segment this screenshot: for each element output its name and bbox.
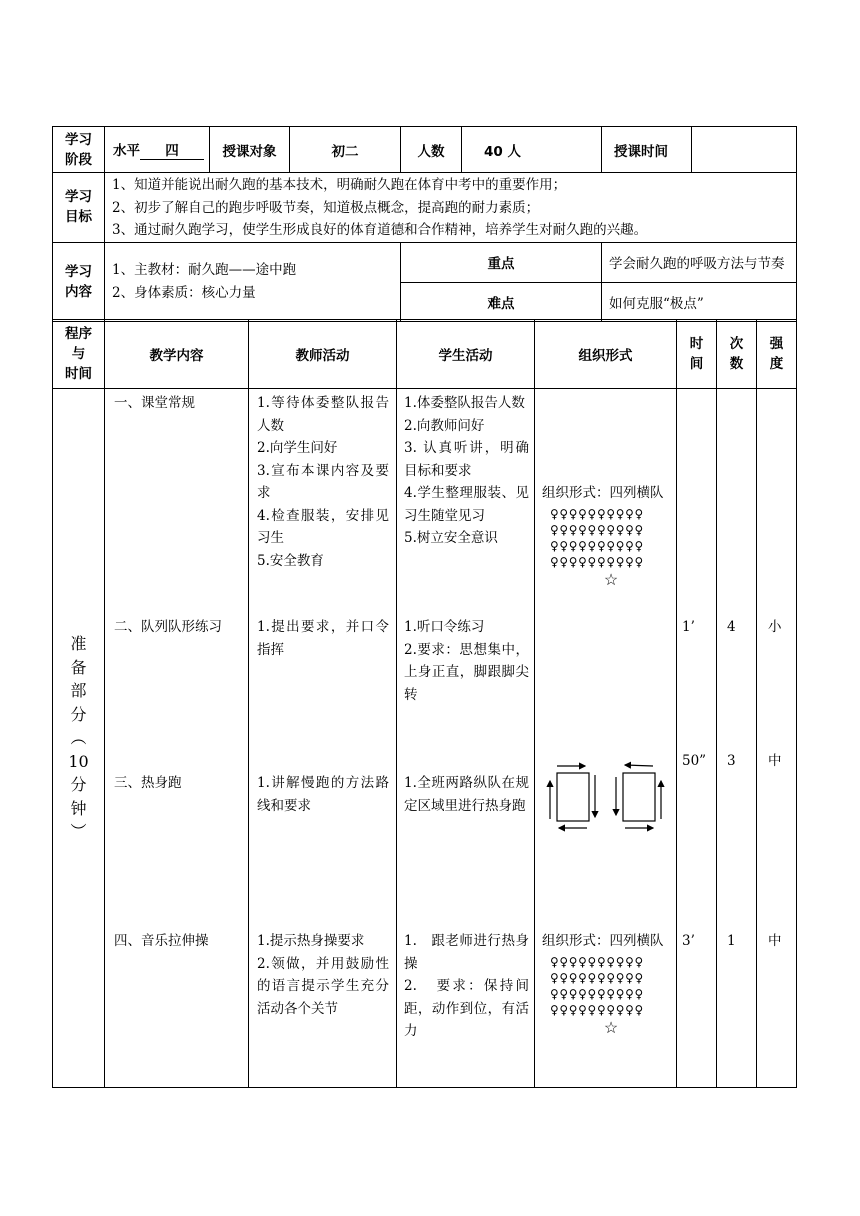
time-value: 1’ xyxy=(682,619,695,635)
time-value xyxy=(692,127,797,173)
student-item: 2. 要求：保持间距，动作到位，有活力 xyxy=(404,978,529,1039)
time-value: 50” xyxy=(682,753,707,769)
section-name: 准 备 部 分 ︵ 10 分 钟 ︶ xyxy=(68,634,89,842)
stage-label: 学习 阶段 xyxy=(53,127,105,173)
organization-column xyxy=(535,389,677,1088)
times-value: 4 xyxy=(727,619,736,635)
student-item: 1. 跟老师进行热身操 xyxy=(404,933,529,972)
formation-row: ♀♀♀♀♀♀♀♀♀♀ xyxy=(550,538,644,553)
formation-row: ♀♀♀♀♀♀♀♀♀♀ xyxy=(550,522,644,537)
goal-item: 1、知道并能说出耐久跑的基本技术，明确耐久跑在体育中考中的重要作用； xyxy=(112,177,567,193)
row-content: 四、音乐拉伸操 xyxy=(114,933,209,949)
formation-block xyxy=(542,482,672,590)
level-value: 四 xyxy=(140,139,204,160)
teacher-column xyxy=(249,389,397,1088)
student-block xyxy=(404,930,529,1043)
student-item: 2.要求：思想集中，上身正直，脚跟脚尖转 xyxy=(404,641,529,703)
row-content: 三、热身跑 xyxy=(114,775,182,791)
student-block xyxy=(404,772,529,817)
teacher-item: 4.检查服装，安排见习生 xyxy=(257,507,389,546)
student-item: 2.向教师问好 xyxy=(404,417,485,434)
goal-item: 2、初步了解自己的跑步呼吸节奏，知道极点概念，提高跑的耐力素质； xyxy=(112,199,540,216)
content-column xyxy=(105,389,249,1088)
content-cell xyxy=(105,242,401,321)
teacher-item: 1.提出要求，并口令指挥 xyxy=(257,619,389,658)
time-column xyxy=(677,389,717,1088)
key-value: 学会耐久跑的呼吸方法与节奏 xyxy=(602,242,797,282)
teacher-item: 2.向学生问好 xyxy=(257,440,338,456)
student-item: 1.全班两路纵队在规定区域里进行热身跑 xyxy=(404,775,529,814)
col-procedure: 程序 与 时间 xyxy=(53,320,105,389)
intensity-value: 中 xyxy=(768,753,782,769)
col-intensity: 强 度 xyxy=(757,320,797,389)
level-prefix: 水平 xyxy=(113,143,140,159)
content-item: 1、主教材：耐久跑——途中跑 xyxy=(112,262,297,278)
student-item: 1.体委整队报告人数 xyxy=(404,395,525,411)
running-route-diagram xyxy=(545,761,665,837)
intensity-value: 中 xyxy=(768,933,782,949)
difficulty-value: 如何克服“极点” xyxy=(602,282,797,321)
student-item: 5.树立安全意识 xyxy=(404,530,498,546)
formation-row: ♀♀♀♀♀♀♀♀♀♀ xyxy=(550,554,644,569)
teacher-item: 1.等待体委整队报告人数 xyxy=(257,395,389,434)
formation-row: ♀♀♀♀♀♀♀♀♀♀ xyxy=(550,954,644,969)
teacher-block xyxy=(257,930,389,1020)
section-cell xyxy=(53,389,105,1088)
times-column xyxy=(717,389,757,1088)
procedure-table xyxy=(52,319,797,1088)
route-rect-right xyxy=(623,773,655,821)
teacher-item: 5.安全教育 xyxy=(257,552,324,569)
teacher-item: 1.讲解慢跑的方法路线和要求 xyxy=(257,775,389,814)
teacher-star-icon: ☆ xyxy=(603,569,619,589)
col-teacher: 教师活动 xyxy=(249,320,397,389)
col-organization: 组织形式 xyxy=(535,320,677,389)
student-item: 3. 认真听讲，明确目标和要求 xyxy=(404,440,529,479)
teacher-block xyxy=(257,772,389,817)
student-item: 1.听口令练习 xyxy=(404,619,485,635)
teacher-block xyxy=(257,616,389,661)
goals-label: 学习 目标 xyxy=(53,173,105,243)
teacher-star-icon: ☆ xyxy=(603,1017,619,1037)
teacher-item: 1.提示热身操要求 xyxy=(257,933,365,949)
formation-row: ♀♀♀♀♀♀♀♀♀♀ xyxy=(550,1002,644,1017)
lesson-info-table xyxy=(52,126,797,322)
col-time: 时 间 xyxy=(677,320,717,389)
times-value: 3 xyxy=(727,753,736,769)
student-block xyxy=(404,616,529,706)
row-content: 二、队列队形练习 xyxy=(114,619,222,635)
row-content: 一、课堂常规 xyxy=(114,395,195,411)
student-item: 4.学生整理服装、见习生随堂见习 xyxy=(404,485,529,524)
formation-row: ♀♀♀♀♀♀♀♀♀♀ xyxy=(550,970,644,985)
intensity-column xyxy=(757,389,797,1088)
goals-cell xyxy=(105,173,797,243)
count-value: 40 人 xyxy=(462,127,602,173)
difficulty-label: 难点 xyxy=(401,282,602,321)
intensity-value: 小 xyxy=(768,619,782,635)
formation-row: ♀♀♀♀♀♀♀♀♀♀ xyxy=(550,506,644,521)
time-label: 授课时间 xyxy=(602,127,692,173)
teacher-block xyxy=(257,392,389,572)
times-value: 1 xyxy=(727,933,736,949)
col-student: 学生活动 xyxy=(397,320,535,389)
formation-title: 组织形式：四列横队 xyxy=(542,933,664,949)
route-rect-left xyxy=(557,773,589,821)
arrow-icon xyxy=(625,765,653,766)
student-column xyxy=(397,389,535,1088)
time-value: 3’ xyxy=(682,933,695,949)
level-cell xyxy=(105,127,210,173)
col-teaching-content: 教学内容 xyxy=(105,320,249,389)
audience-label: 授课对象 xyxy=(210,127,290,173)
teacher-item: 3.宣布本课内容及要求 xyxy=(257,462,389,501)
col-times: 次 数 xyxy=(717,320,757,389)
formation-row: ♀♀♀♀♀♀♀♀♀♀ xyxy=(550,986,644,1001)
content-label: 学习 内容 xyxy=(53,242,105,321)
key-label: 重点 xyxy=(401,242,602,282)
goal-item: 3、通过耐久跑学习，使学生形成良好的体育道德和合作精神，培养学生对耐久跑的兴趣。 xyxy=(112,222,648,238)
teacher-item: 2.领做，并用鼓励性的语言提示学生充分活动各个关节 xyxy=(257,955,389,1017)
count-label: 人数 xyxy=(401,127,462,173)
student-block xyxy=(404,392,529,550)
formation-title: 组织形式：四列横队 xyxy=(542,485,664,501)
audience-value: 初二 xyxy=(290,127,401,173)
formation-block xyxy=(542,930,672,1038)
content-item: 2、身体素质：核心力量 xyxy=(112,284,256,301)
